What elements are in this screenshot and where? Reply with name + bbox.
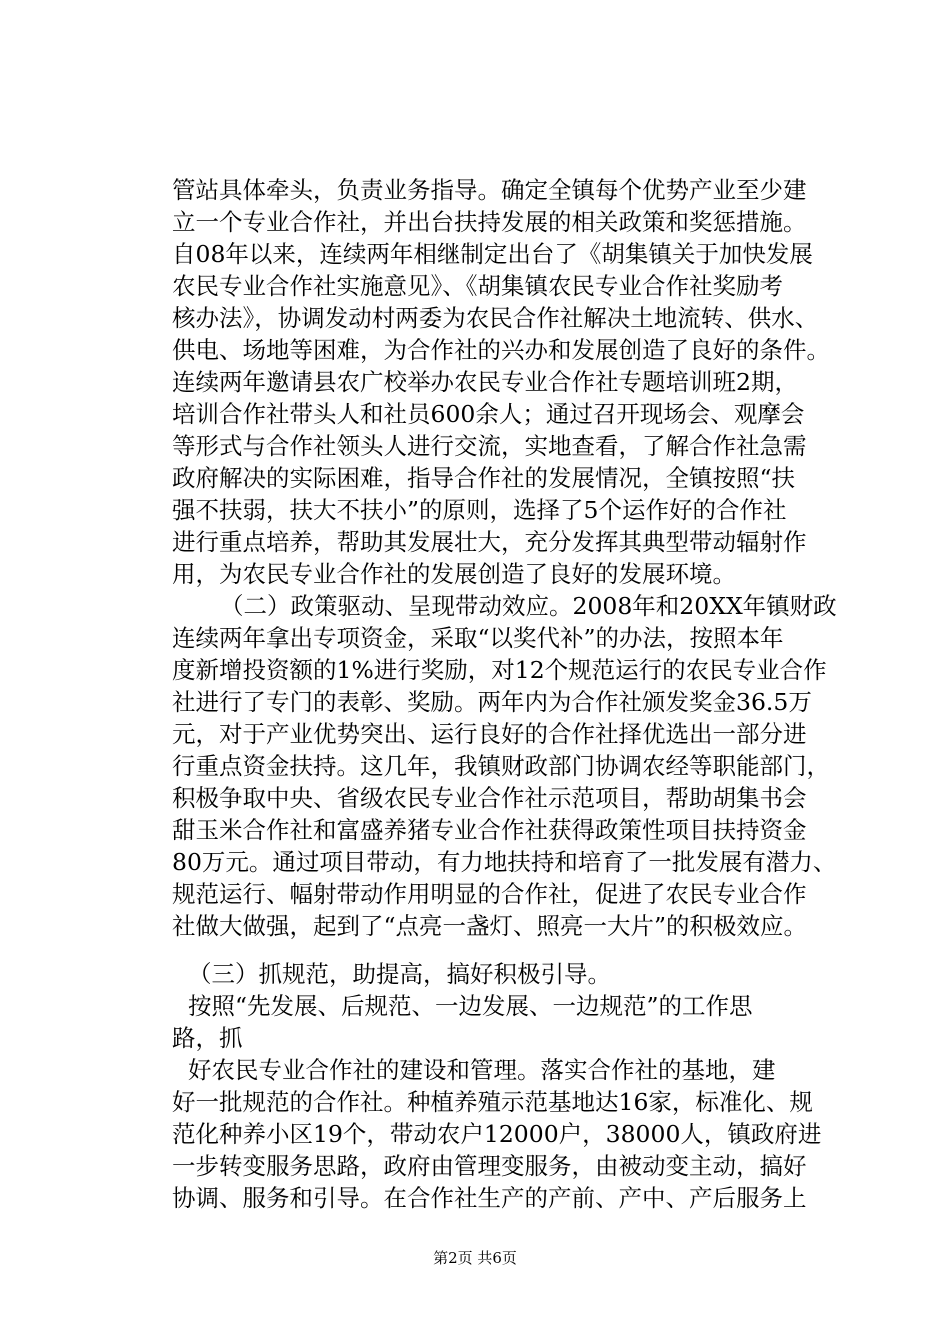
- text-line: 农民专业合作社实施意见》、《胡集镇农民专业合作社奖励考: [172, 272, 783, 300]
- text-line: 立一个专业合作社，并出台扶持发展的相关政策和奖惩措施。: [172, 208, 807, 236]
- text-line: 按照“先发展、后规范、一边发展、一边规范”的工作思: [188, 992, 753, 1020]
- text-line: 连续两年拿出专项资金，采取“以奖代补”的办法，按照本年: [172, 624, 784, 652]
- text-line: 甜玉米合作社和富盛养猪专业合作社获得政策性项目扶持资金: [172, 816, 807, 844]
- text-line: 核办法》，协调发动村两委为农民合作社解决土地流转、供水、: [172, 304, 819, 332]
- text-line: 元，对于产业优势突出、运行良好的合作社择优选出一部分进: [172, 720, 807, 748]
- text-line: 协调、服务和引导。在合作社生产的产前、产中、产后服务上: [172, 1184, 807, 1212]
- text-line: 度新增投资额的1%进行奖励，对12个规范运行的农民专业合作: [172, 656, 827, 684]
- text-line: 路，抓: [172, 1024, 243, 1052]
- text-line: 管站具体牵头，负责业务指导。确定全镇每个优势产业至少建: [172, 176, 807, 204]
- text-line: 行重点资金扶持。这几年，我镇财政部门协调农经等职能部门，: [172, 752, 830, 780]
- text-line: 连续两年邀请县农广校举办农民专业合作社专题培训班2期，: [172, 368, 798, 396]
- text-line: 培训合作社带头人和社员600余人；通过召开现场会、观摩会: [172, 400, 805, 428]
- text-line: 进行重点培养，帮助其发展壮大，充分发挥其典型带动辐射作: [172, 528, 807, 556]
- section-heading-2: （二）政策驱动、呈现带动效应。2008年和20XX年镇财政: [220, 592, 837, 620]
- text-line: 规范运行、幅射带动作用明显的合作社，促进了农民专业合作: [172, 880, 807, 908]
- text-line: 用，为农民专业合作社的发展创造了良好的发展环境。: [172, 560, 736, 588]
- text-line: 一步转变服务思路，政府由管理变服务，由被动变主动，搞好: [172, 1152, 807, 1180]
- text-line: 80万元。通过项目带动，有力地扶持和培育了一批发展有潜力、: [172, 848, 837, 876]
- text-line: 好农民专业合作社的建设和管理。落实合作社的基地，建: [188, 1056, 776, 1084]
- text-line: 积极争取中央、省级农民专业合作社示范项目，帮助胡集书会: [172, 784, 807, 812]
- text-line: 强不扶弱，扶大不扶小”的原则，选择了5个运作好的合作社: [172, 496, 787, 524]
- text-line: 等形式与合作社领头人进行交流，实地查看，了解合作社急需: [172, 432, 807, 460]
- text-line: 政府解决的实际困难，指导合作社的发展情况，全镇按照“扶: [172, 464, 796, 492]
- text-line: 社做大做强，起到了“点亮一盏灯、照亮一大片”的积极效应。: [172, 912, 808, 940]
- text-line: 社进行了专门的表彰、奖励。两年内为合作社颁发奖金36.5万: [172, 688, 812, 716]
- text-line: 供电、场地等困难，为合作社的兴办和发展创造了良好的条件。: [172, 336, 830, 364]
- section-heading-3: （三）抓规范，助提高，搞好积极引导。: [188, 960, 611, 988]
- text-line: 自08年以来，连续两年相继制定出台了《胡集镇关于加快发展: [172, 240, 813, 268]
- page-number: 第2页 共6页: [433, 1249, 517, 1267]
- text-line: 范化种养小区19个，带动农户12000户，38000人，镇政府进: [172, 1120, 822, 1148]
- text-line: 好一批规范的合作社。种植养殖示范基地达16家，标准化、规: [172, 1088, 813, 1116]
